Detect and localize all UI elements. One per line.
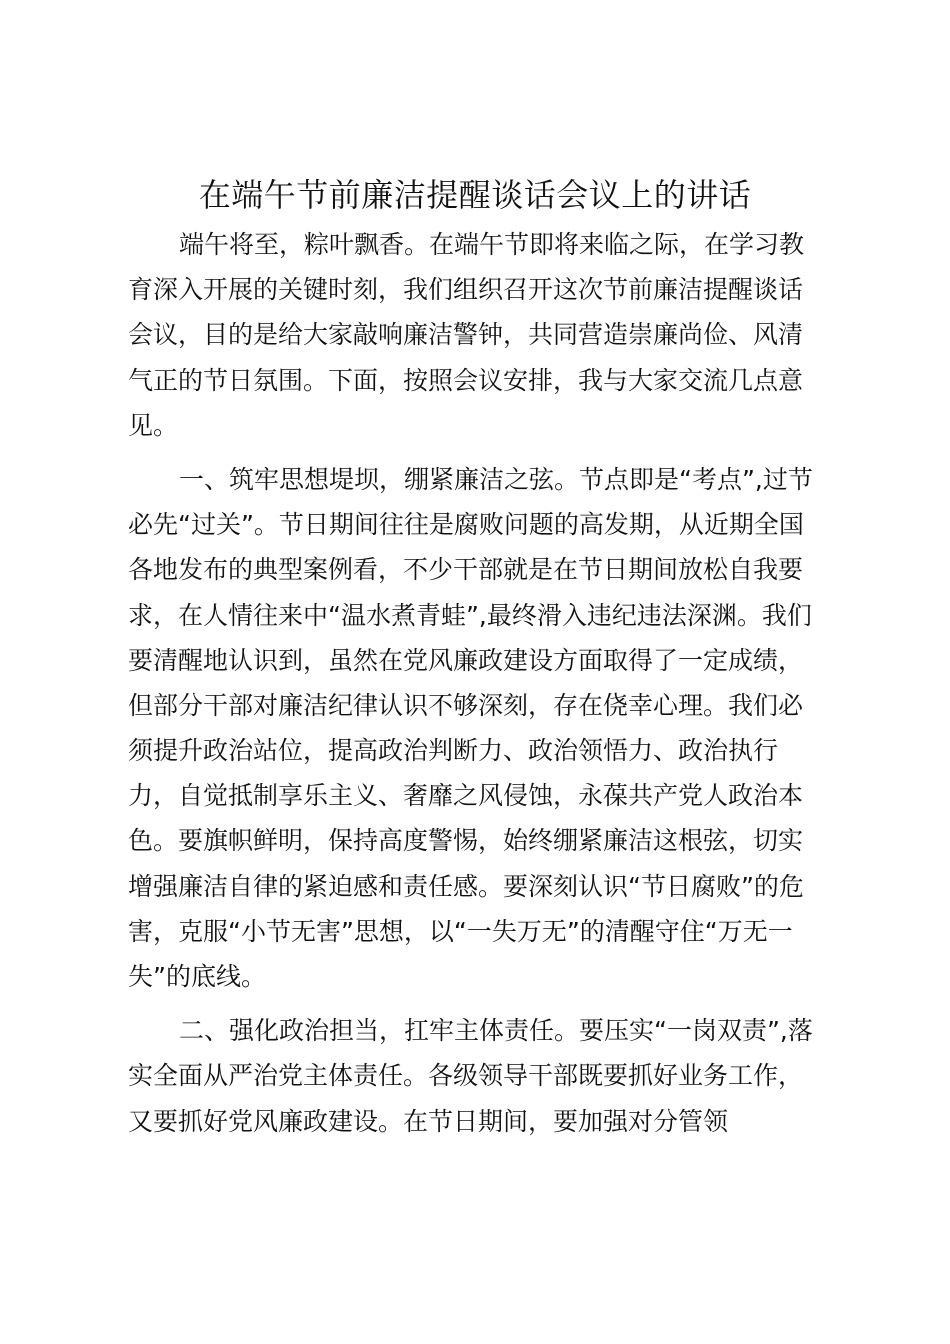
paragraph-intro <box>128 222 838 448</box>
text-line: 育深入开展的关键时刻，我们组织召开这次节前廉洁提醒谈话 <box>128 275 804 305</box>
document-body <box>128 222 838 1144</box>
text-line: 须提升政治站位，提高政治判断力、政治领悟力、政治执行 <box>128 736 779 766</box>
text-line: 二、强化政治担当，扛牢主体责任。要压实“一岗双责”,落 <box>179 1016 813 1046</box>
text-line: 实全面从严治党主体责任。各级领导干部既要抓好业务工作， <box>128 1061 804 1091</box>
text-line: 会议，目的是给大家敲响廉洁警钟，共同营造崇廉尚俭、风清 <box>128 320 804 350</box>
text-line: 各地发布的典型案例看，不少干部就是在节日期间放松自我要 <box>128 555 804 585</box>
text-line: 求，在人情往来中“温水煮青蛙”,最终滑入违纪违法深渊。我们 <box>128 600 812 630</box>
text-line: 端午将至，粽叶飘香。在端午节即将来临之际，在学习教 <box>179 230 805 259</box>
text-line: 力，自觉抵制享乐主义、奢靡之风侵蚀，永葆共产党人政治本 <box>128 781 804 811</box>
text-line: 见。 <box>128 410 179 440</box>
text-line: 要清醒地认识到，虽然在党风廉政建设方面取得了一定成绩， <box>128 645 804 675</box>
text-line: 色。要旗帜鲜明，保持高度警惕，始终绷紧廉洁这根弦，切实 <box>128 826 804 856</box>
text-line: 一、筑牢思想堤坝，绷紧廉洁之弦。节点即是“考点”,过节 <box>179 464 813 494</box>
text-line: 气正的节日氛围。下面，按照会议安排，我与大家交流几点意 <box>128 365 804 395</box>
text-line: 失”的底线。 <box>128 962 266 991</box>
text-line: 必先“过关”。节日期间往往是腐败问题的高发期，从近期全国 <box>128 510 804 540</box>
document-title: 在端午节前廉洁提醒谈话会议上的讲话 <box>198 176 752 214</box>
text-line: 又要抓好党风廉政建设。在节日期间，要加强对分管领 <box>128 1106 729 1136</box>
text-line: 增强廉洁自律的紧迫感和责任感。要深刻认识“节日腐败”的危 <box>128 871 804 901</box>
text-line: 但部分干部对廉洁纪律认识不够深刻，存在侥幸心理。我们必 <box>128 690 804 720</box>
paragraph-section-one <box>128 457 838 999</box>
paragraph-section-two <box>128 1008 838 1144</box>
text-line: 害，克服“小节无害”思想，以“一失万无”的清醒守住“万无一 <box>128 916 793 946</box>
